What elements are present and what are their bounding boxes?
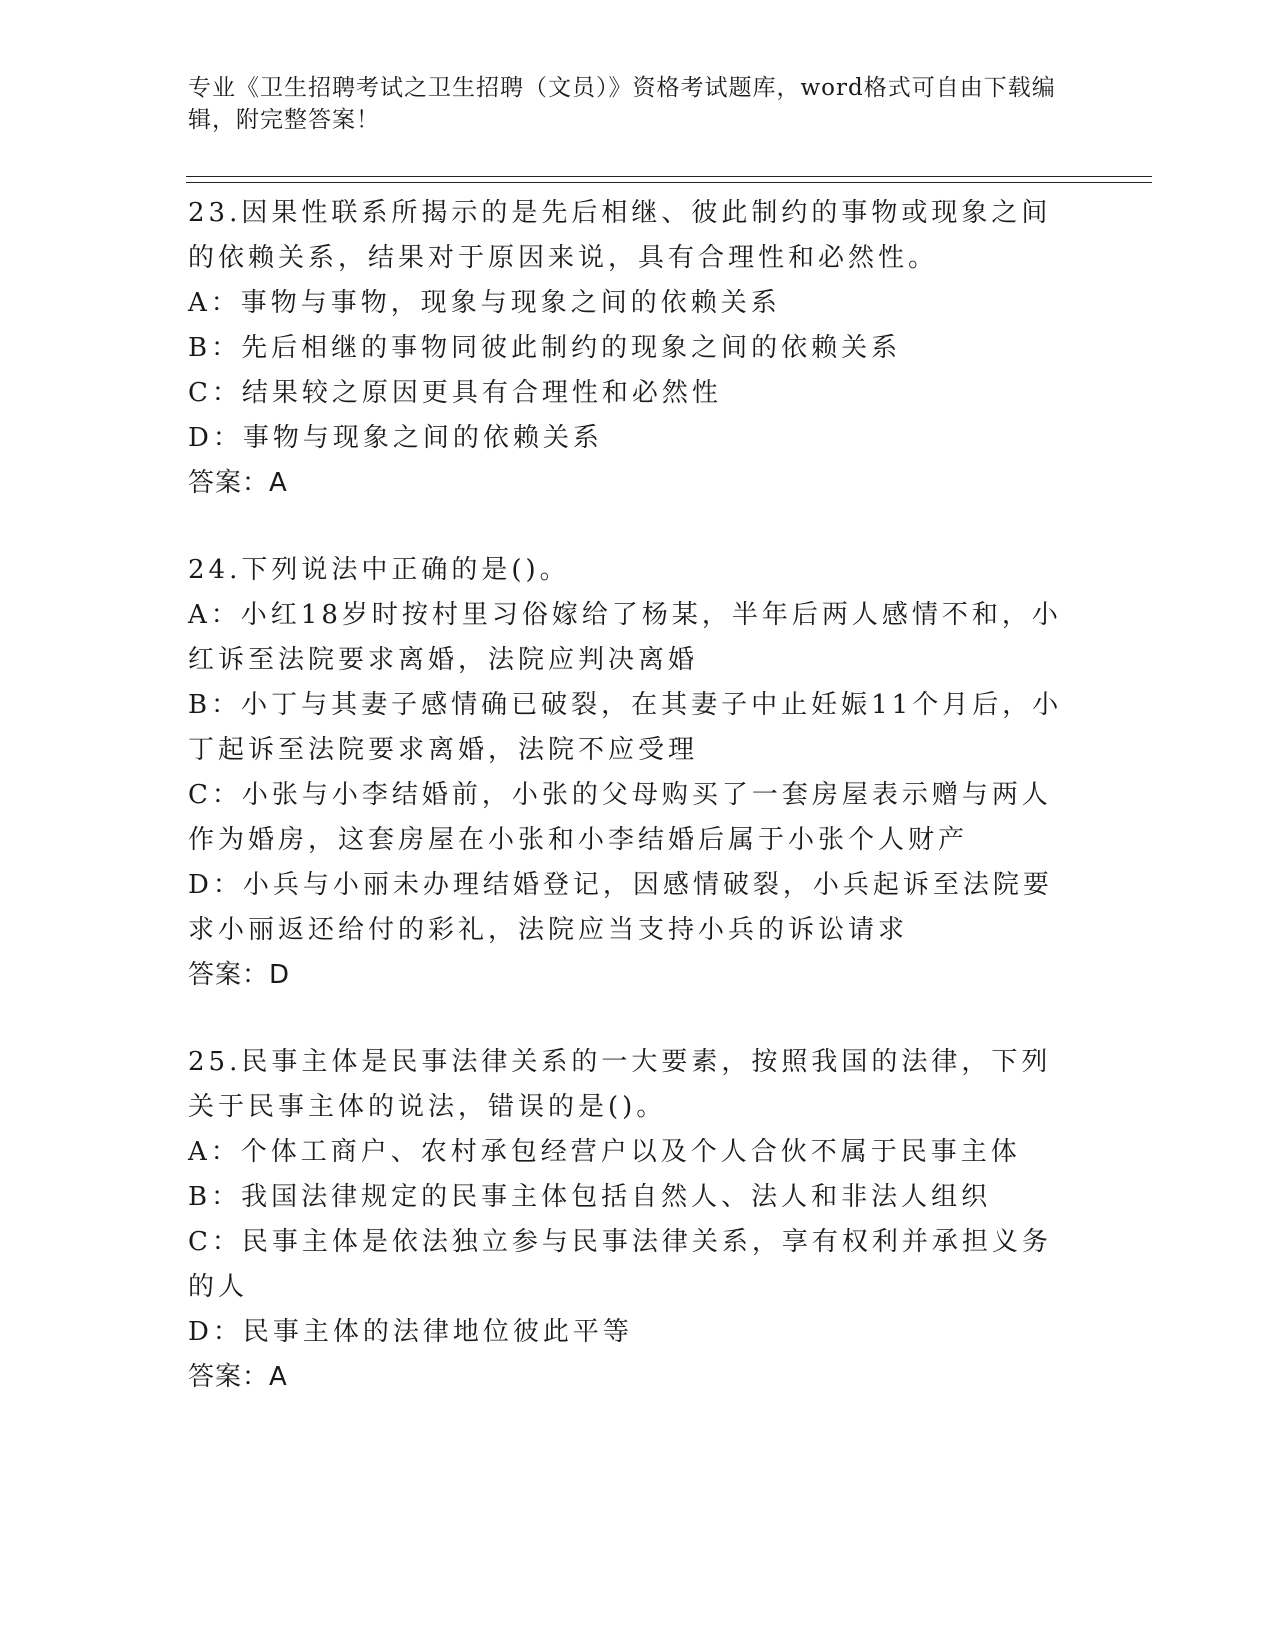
question-25 (188, 1040, 1078, 1400)
header-divider-bottom (186, 182, 1152, 183)
option-a: A：事物与事物，现象与现象之间的依赖关系 (188, 288, 781, 318)
question-stem: 24.下列说法中正确的是()。 (188, 555, 570, 585)
question-list (188, 191, 1078, 1442)
option-c: C：结果较之原因更具有合理性和必然性 (188, 378, 722, 408)
option-a: A：小红18岁时按村里习俗嫁给了杨某，半年后两人感情不和，小红诉至法院要求离婚，法院应判决离婚 (188, 600, 1062, 675)
question-24 (188, 548, 1078, 998)
answer-label: 答案：D (188, 960, 291, 990)
option-b: B：先后相继的事物同彼此制约的现象之间的依赖关系 (188, 333, 902, 363)
question-stem: 23.因果性联系所揭示的是先后相继、彼此制约的事物或现象之间的依赖关系，结果对于原因来说，具有合理性和必然性。 (188, 198, 1052, 273)
option-a: A：个体工商户、农村承包经营户以及个人合伙不属于民事主体 (188, 1137, 1021, 1167)
question-stem: 25.民事主体是民事法律关系的一大要素，按照我国的法律，下列关于民事主体的说法，错误的是()。 (188, 1047, 1052, 1122)
option-d: D：事物与现象之间的依赖关系 (188, 423, 603, 453)
question-23 (188, 191, 1078, 506)
answer-label: 答案：A (188, 468, 288, 498)
option-b: B：我国法律规定的民事主体包括自然人、法人和非法人组织 (188, 1182, 992, 1212)
option-c: C：小张与小李结婚前，小张的父母购买了一套房屋表示赠与两人作为婚房，这套房屋在小张和小李结婚后属于小张个人财产 (188, 780, 1052, 855)
header-divider-top (186, 176, 1152, 177)
option-d: D：小兵与小丽未办理结婚登记，因感情破裂，小兵起诉至法院要求小丽返还给付的彩礼，法院应当支持小兵的诉讼请求 (188, 870, 1053, 945)
option-d: D：民事主体的法律地位彼此平等 (188, 1317, 633, 1347)
document-header: 专业《卫生招聘考试之卫生招聘（文员）》资格考试题库，word格式可自由下载编辑，附完整答案！ (188, 75, 1056, 133)
option-c: C：民事主体是依法独立参与民事法律关系，享有权利并承担义务的人 (188, 1227, 1052, 1302)
answer-label: 答案：A (188, 1362, 288, 1392)
option-b: B：小丁与其妻子感情确已破裂，在其妻子中止妊娠11个月后，小丁起诉至法院要求离婚，法院不应受理 (188, 690, 1063, 765)
